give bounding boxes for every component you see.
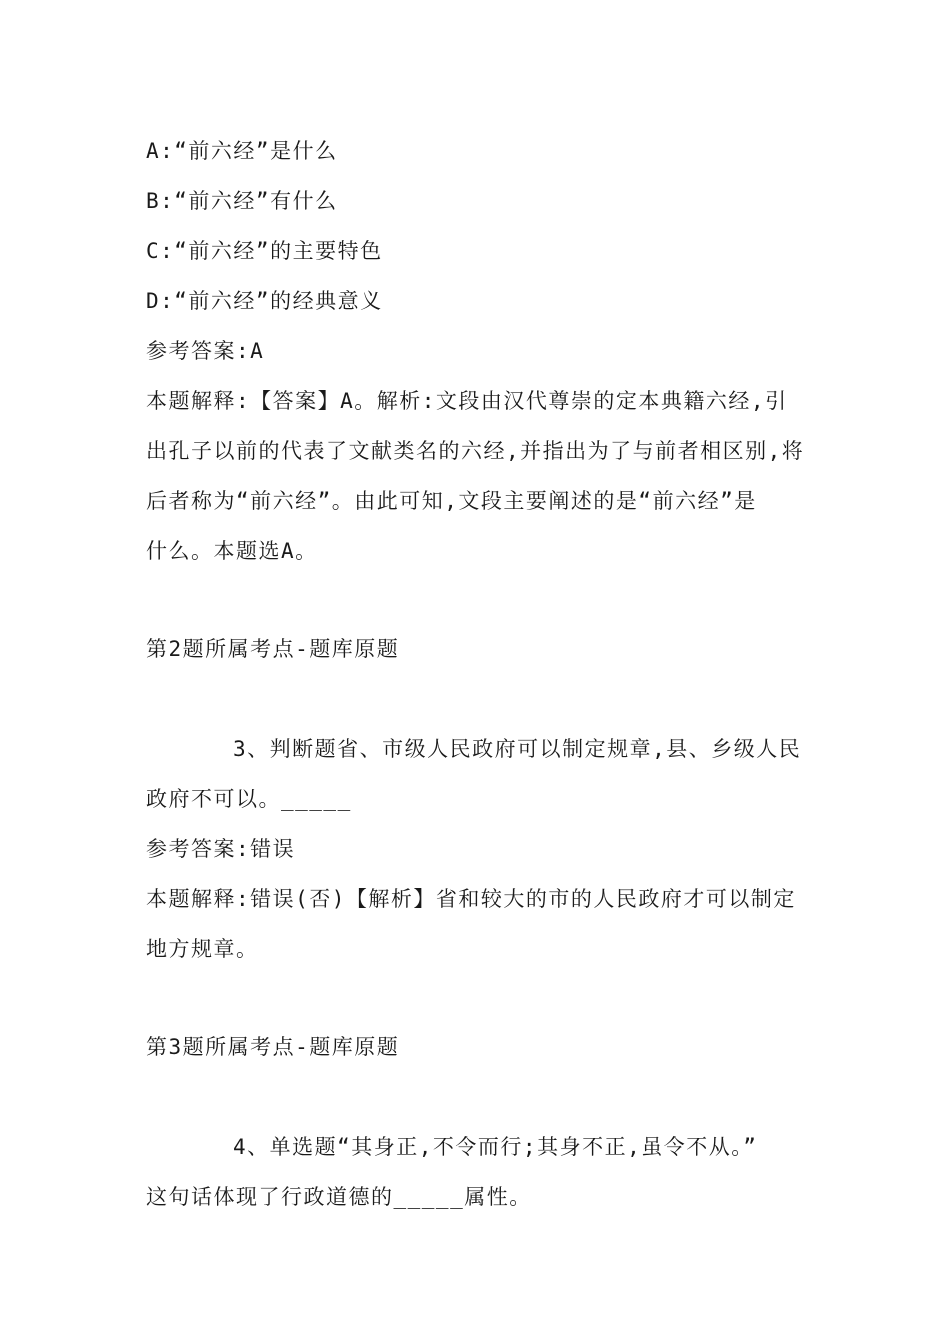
explanation-line: 后者称为“前六经”。由此可知,文段主要阐述的是“前六经”是 [146,489,757,513]
explanation-line: 地方规章。 [146,937,259,961]
question-text: 这句话体现了行政道德的_____属性。 [146,1185,532,1209]
question-text: 政府不可以。_____ [146,787,352,811]
explanation-line: 本题解释:错误(否)【解析】省和较大的市的人民政府才可以制定 [146,887,796,911]
option-c: C:“前六经”的主要特色 [146,239,383,263]
explanation-line: 什么。本题选A。 [146,539,318,563]
reference-answer: 参考答案:A [146,339,265,363]
explanation-line: 本题解释:【答案】A。解析:文段由汉代尊崇的定本典籍六经,引 [146,389,788,413]
option-a: A:“前六经”是什么 [146,139,338,163]
topic-label: 第2题所属考点-题库原题 [146,637,400,661]
reference-answer: 参考答案:错误 [146,837,296,861]
topic-label: 第3题所属考点-题库原题 [146,1035,400,1059]
option-d: D:“前六经”的经典意义 [146,289,383,313]
question-text: 4、单选题“其身正,不令而行;其身不正,虽令不从。” [233,1135,758,1159]
explanation-line: 出孔子以前的代表了文献类名的六经,并指出为了与前者相区别,将 [146,439,805,463]
question-text: 3、判断题省、市级人民政府可以制定规章,县、乡级人民 [233,737,802,761]
option-b: B:“前六经”有什么 [146,189,338,213]
